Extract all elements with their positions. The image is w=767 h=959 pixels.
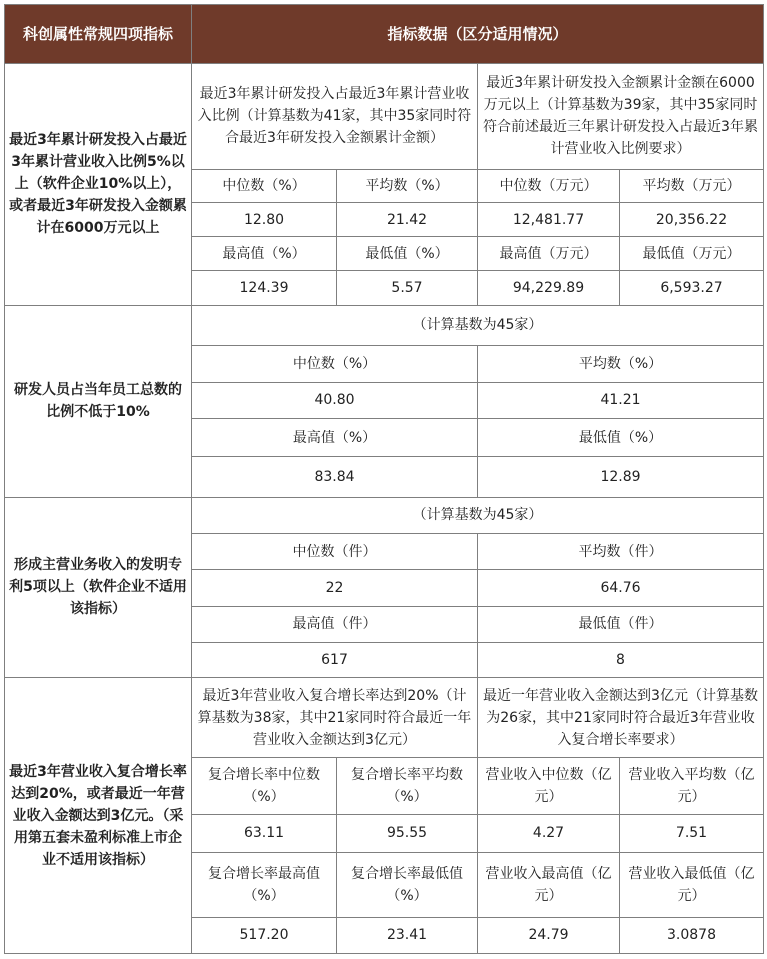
s1-v1-3: 20,356.22 — [620, 202, 764, 236]
s1-h2-0: 最高值（%） — [192, 237, 337, 271]
s1-v2-0: 124.39 — [192, 271, 337, 305]
s1-h1-3: 平均数（万元） — [620, 169, 764, 202]
s3-v1-0: 22 — [192, 570, 478, 606]
s2-v1-0: 40.80 — [192, 382, 478, 418]
s4-v2-2: 24.79 — [478, 917, 620, 953]
s2-criterion: 研发人员占当年员工总数的比例不低于10% — [5, 305, 192, 497]
s4-v1-3: 7.51 — [620, 814, 764, 852]
s1-v1-2: 12,481.77 — [478, 202, 620, 236]
s4-h2-0: 复合增长率最高值（%） — [192, 852, 337, 917]
s1-criterion: 最近3年累计研发投入占最近3年累计营业收入比例5%以上（软件企业10%以上），或者最近3年研发投入金额累计在6000万元以上 — [5, 63, 192, 305]
s4-h2-2: 营业收入最高值（亿元） — [478, 852, 620, 917]
s3-h1-1: 平均数（件） — [478, 533, 764, 569]
header-data: 指标数据（区分适用情况） — [192, 5, 764, 64]
s1-h2-3: 最低值（万元） — [620, 237, 764, 271]
s1-h2-2: 最高值（万元） — [478, 237, 620, 271]
s1-v2-1: 5.57 — [337, 271, 478, 305]
header-criteria: 科创属性常规四项指标 — [5, 5, 192, 64]
s4-h1-1: 复合增长率平均数（%） — [337, 758, 478, 815]
s4-v1-2: 4.27 — [478, 814, 620, 852]
s1-v2-2: 94,229.89 — [478, 271, 620, 305]
s4-v1-0: 63.11 — [192, 814, 337, 852]
s4-left-desc: 最近3年营业收入复合增长率达到20%（计算基数为38家，其中21家同时符合最近一年营业收入金额达到3亿元） — [192, 678, 478, 758]
s4-h1-0: 复合增长率中位数（%） — [192, 758, 337, 815]
s1-h1-2: 中位数（万元） — [478, 169, 620, 202]
s3-basis: （计算基数为45家） — [192, 497, 764, 533]
header-row — [5, 5, 764, 64]
s2-h1-0: 中位数（%） — [192, 346, 478, 382]
s3-h2-0: 最高值（件） — [192, 606, 478, 642]
s2-h2-1: 最低值（%） — [478, 418, 764, 456]
s2-v2-1: 12.89 — [478, 457, 764, 497]
s1-h1-0: 中位数（%） — [192, 169, 337, 202]
s4-right-desc: 最近一年营业收入金额达到3亿元（计算基数为26家，其中21家同时符合最近3年营业收入复合增长率要求） — [478, 678, 764, 758]
s1-right-desc: 最近3年累计研发投入金额累计金额在6000万元以上（计算基数为39家，其中35家同时符合前述最近三年累计研发投入占最近3年累计营业收入比例要求） — [478, 63, 764, 169]
s1-h1-1: 平均数（%） — [337, 169, 478, 202]
indicator-table — [4, 4, 764, 954]
s1-left-desc: 最近3年累计研发投入占最近3年累计营业收入比例（计算基数为41家，其中35家同时符合最近3年研发投入金额累计金额） — [192, 63, 478, 169]
s2-h1-1: 平均数（%） — [478, 346, 764, 382]
s2-h2-0: 最高值（%） — [192, 418, 478, 456]
s4-desc-row — [5, 678, 764, 758]
s2-basis: （计算基数为45家） — [192, 305, 764, 345]
s3-basis-row — [5, 497, 764, 533]
s3-h2-1: 最低值（件） — [478, 606, 764, 642]
s4-h1-3: 营业收入平均数（亿元） — [620, 758, 764, 815]
s1-h2-1: 最低值（%） — [337, 237, 478, 271]
s1-v1-0: 12.80 — [192, 202, 337, 236]
s1-v1-1: 21.42 — [337, 202, 478, 236]
s4-criterion: 最近3年营业收入复合增长率达到20%，或者最近一年营业收入金额达到3亿元。（采用第五套未盈利标准上市企业不适用该指标） — [5, 678, 192, 954]
s4-v2-3: 3.0878 — [620, 917, 764, 953]
s4-h2-3: 营业收入最低值（亿元） — [620, 852, 764, 917]
s4-v2-1: 23.41 — [337, 917, 478, 953]
s3-v1-1: 64.76 — [478, 570, 764, 606]
s2-v1-1: 41.21 — [478, 382, 764, 418]
s3-v2-0: 617 — [192, 642, 478, 677]
s3-criterion: 形成主营业务收入的发明专利5项以上（软件企业不适用该指标） — [5, 497, 192, 678]
s3-v2-1: 8 — [478, 642, 764, 677]
s4-v2-0: 517.20 — [192, 917, 337, 953]
s2-v2-0: 83.84 — [192, 457, 478, 497]
s2-basis-row — [5, 305, 764, 345]
s3-h1-0: 中位数（件） — [192, 533, 478, 569]
s1-v2-3: 6,593.27 — [620, 271, 764, 305]
s4-h2-1: 复合增长率最低值（%） — [337, 852, 478, 917]
s4-h1-2: 营业收入中位数（亿元） — [478, 758, 620, 815]
s4-v1-1: 95.55 — [337, 814, 478, 852]
s1-desc-row — [5, 63, 764, 169]
